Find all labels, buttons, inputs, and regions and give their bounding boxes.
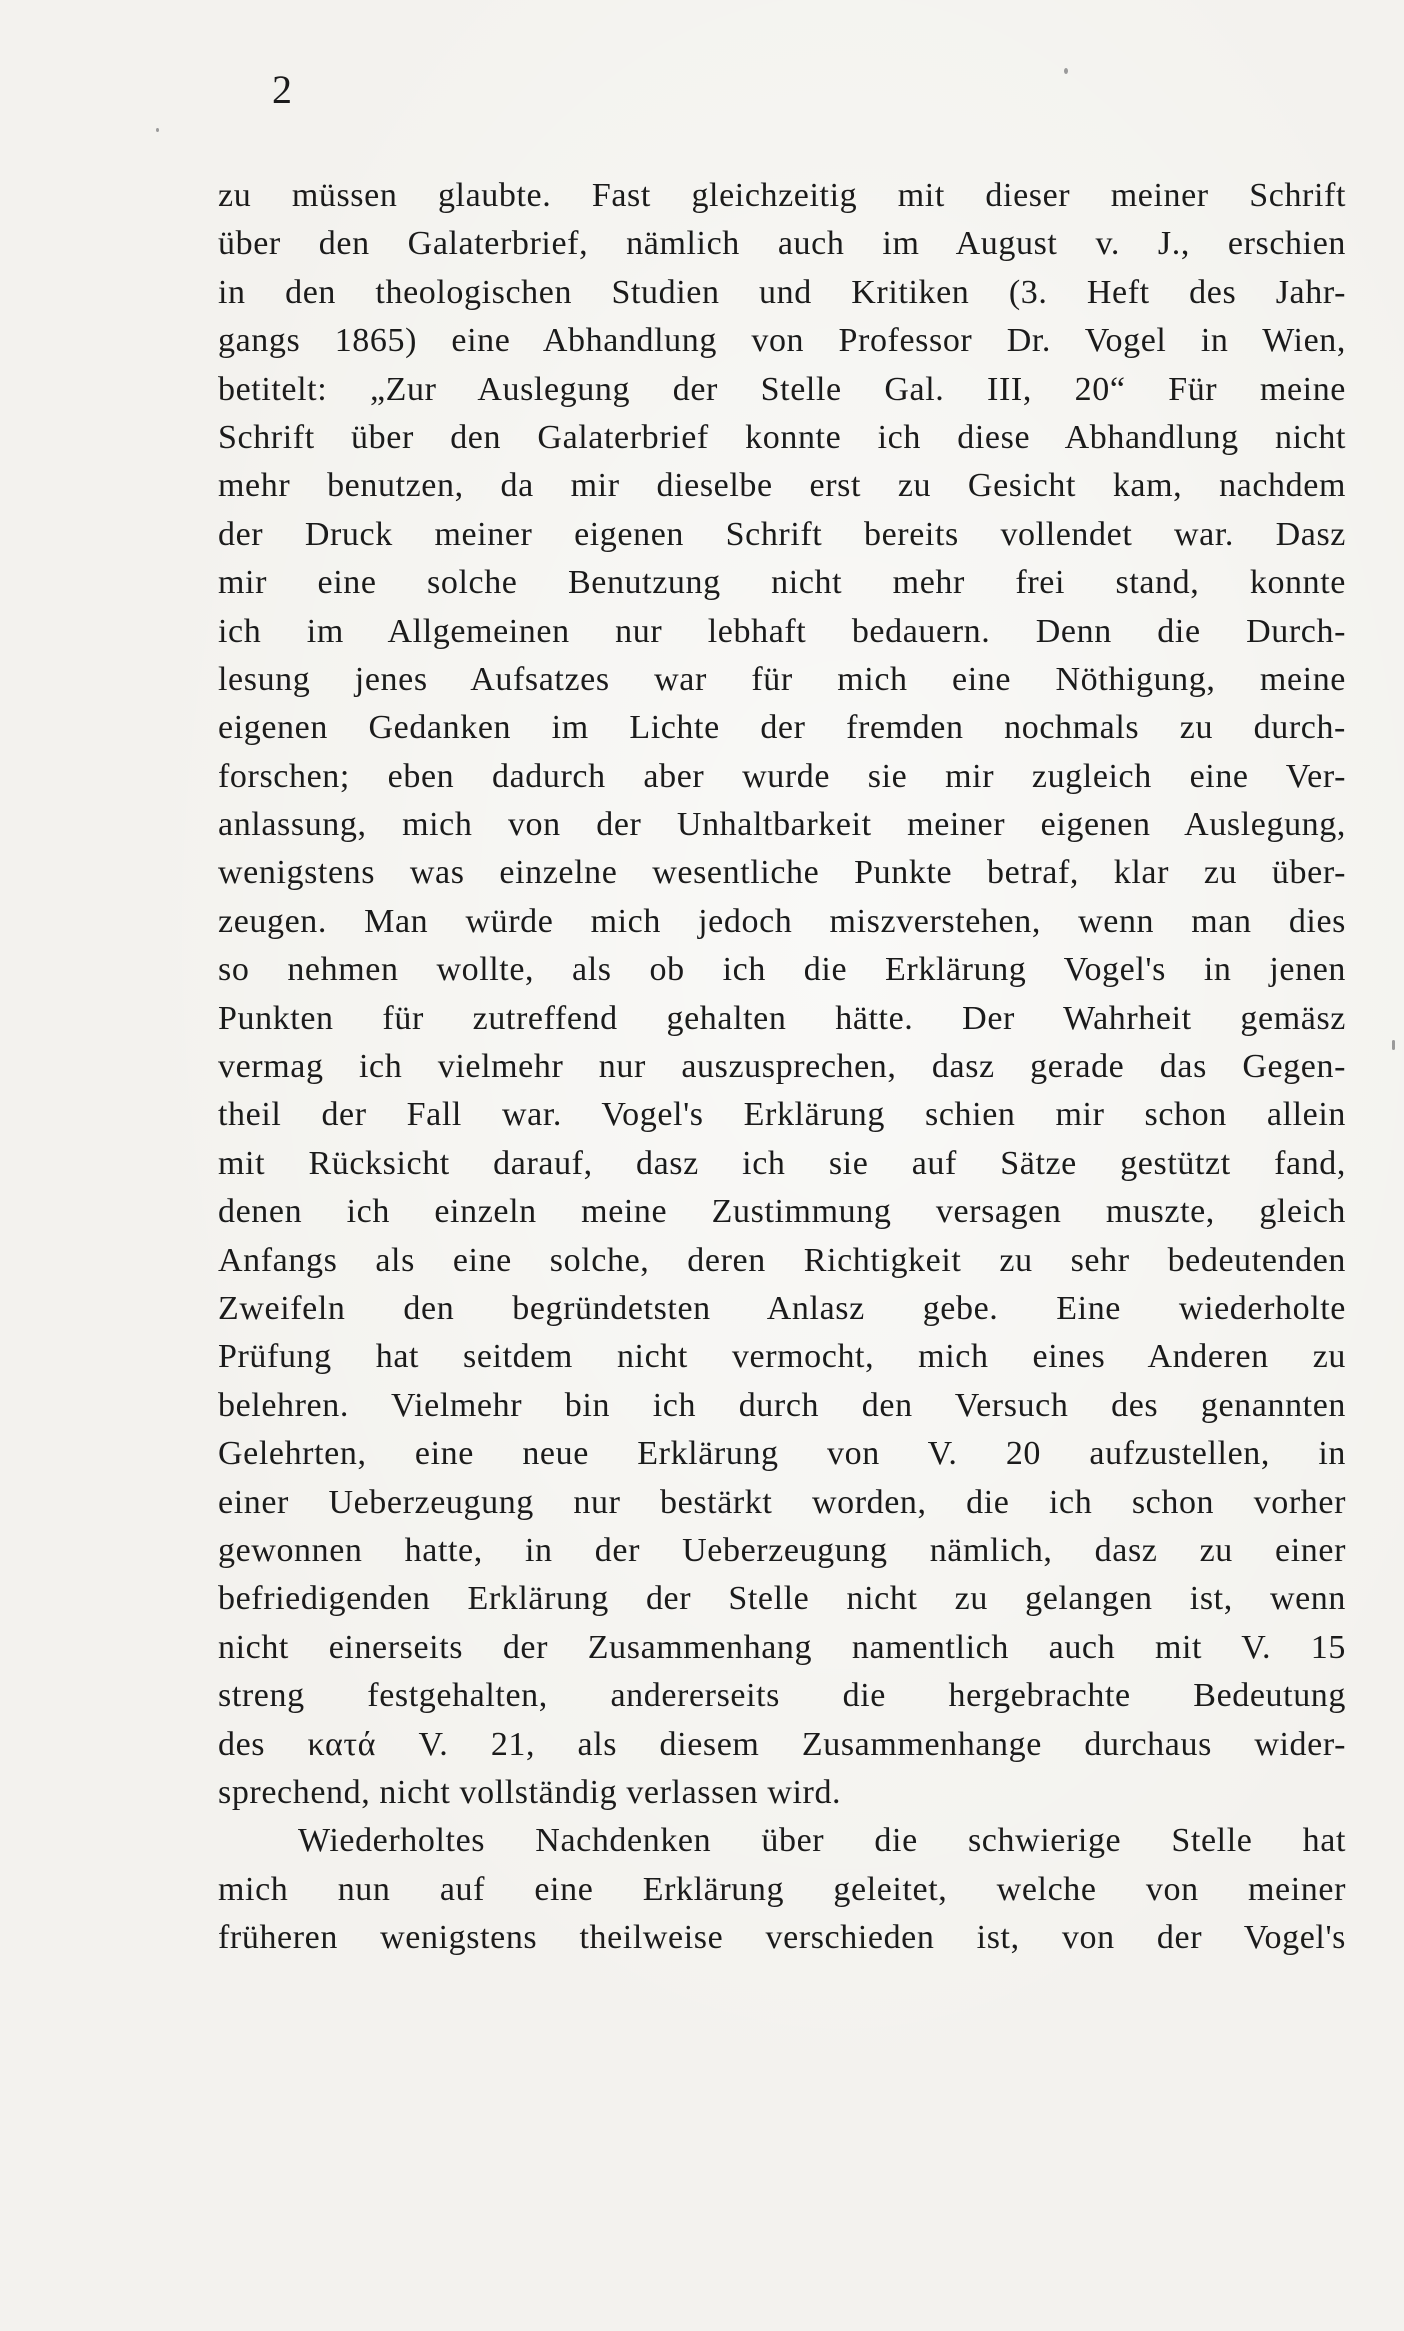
- ink-speck: [1392, 1040, 1395, 1050]
- text-line: belehren. Vielmehr bin ich durch den Versuch des genannten: [218, 1386, 1346, 1424]
- text-line: Anfangs als eine solche, deren Richtigkeit zu sehr bedeutenden: [218, 1241, 1346, 1279]
- text-line: gewonnen hatte, in der Ueberzeugung nämlich, dasz zu einer: [218, 1531, 1346, 1569]
- text-line: mit Rücksicht darauf, dasz ich sie auf Sätze gestützt fand,: [218, 1144, 1346, 1182]
- text-line: des κατά V. 21, als diesem Zusammenhange durchaus wider-: [218, 1725, 1346, 1763]
- text-line: ich im Allgemeinen nur lebhaft bedauern. Denn die Durch-: [218, 612, 1346, 650]
- text-line: mir eine solche Benutzung nicht mehr frei stand, konnte: [218, 564, 1346, 602]
- text-line: betitelt: „Zur Auslegung der Stelle Gal. III, 20“ Für meine: [218, 370, 1346, 408]
- text-line: einer Ueberzeugung nur bestärkt worden, die ich schon vorher: [218, 1483, 1346, 1521]
- text-line: der Druck meiner eigenen Schrift bereits vollendet war. Dasz: [218, 515, 1346, 553]
- body-text: [218, 172, 1346, 1962]
- text-line: Punkten für zutreffend gehalten hätte. Der Wahrheit gemäsz: [218, 999, 1346, 1037]
- text-line: eigenen Gedanken im Lichte der fremden nochmals zu durch-: [218, 709, 1346, 747]
- text-line: zu müssen glaubte. Fast gleichzeitig mit dieser meiner Schrift: [218, 177, 1346, 214]
- text-line: befriedigenden Erklärung der Stelle nicht zu gelangen ist, wenn: [218, 1580, 1346, 1618]
- ink-speck: [156, 128, 159, 132]
- text-line: theil der Fall war. Vogel's Erklärung schien mir schon allein: [218, 1096, 1346, 1134]
- text-line: vermag ich vielmehr nur auszusprechen, dasz gerade das Gegen-: [218, 1048, 1346, 1086]
- text-line: Wiederholtes Nachdenken über die schwierige Stelle hat: [298, 1822, 1346, 1860]
- text-line: mich nun auf eine Erklärung geleitet, welche von meiner: [218, 1870, 1346, 1908]
- text-line: mehr benutzen, da mir dieselbe erst zu Gesicht kam, nachdem: [218, 467, 1346, 505]
- text-line: früheren wenigstens theilweise verschieden ist, von der Vogel's: [218, 1919, 1346, 1957]
- ink-speck: [1064, 68, 1068, 74]
- text-line: forschen; eben dadurch aber wurde sie mir zugleich eine Ver-: [218, 757, 1346, 795]
- text-line: wenigstens was einzelne wesentliche Punkte betraf, klar zu über-: [218, 854, 1346, 892]
- text-line: sprechend, nicht vollständig verlassen wird.: [218, 1773, 842, 1811]
- text-line: so nehmen wollte, als ob ich die Erklärung Vogel's in jenen: [218, 951, 1346, 989]
- text-line: Zweifeln den begründetsten Anlasz gebe. Eine wiederholte: [218, 1289, 1346, 1327]
- page-number: 2: [272, 67, 293, 112]
- text-line: Prüfung hat seitdem nicht vermocht, mich eines Anderen zu: [218, 1338, 1346, 1376]
- text-line: über den Galaterbrief, nämlich auch im August v. J., erschien: [218, 225, 1346, 263]
- text-line: Gelehrten, eine neue Erklärung von V. 20 aufzustellen, in: [218, 1435, 1346, 1473]
- text-line: Schrift über den Galaterbrief konnte ich diese Abhandlung nicht: [218, 418, 1346, 456]
- text-line: anlassung, mich von der Unhaltbarkeit meiner eigenen Auslegung,: [218, 806, 1346, 844]
- text-line: zeugen. Man würde mich jedoch miszverstehen, wenn man dies: [218, 902, 1346, 940]
- text-line: nicht einerseits der Zusammenhang namentlich auch mit V. 15: [218, 1628, 1346, 1666]
- text-line: gangs 1865) eine Abhandlung von Professor Dr. Vogel in Wien,: [218, 322, 1346, 360]
- text-line: lesung jenes Aufsatzes war für mich eine Nöthigung, meine: [218, 660, 1346, 698]
- text-line: in den theologischen Studien und Kritiken (3. Heft des Jahr-: [218, 273, 1346, 311]
- text-line: denen ich einzeln meine Zustimmung versagen muszte, gleich: [218, 1193, 1346, 1231]
- text-line: streng festgehalten, andererseits die hergebrachte Bedeutung: [218, 1677, 1346, 1715]
